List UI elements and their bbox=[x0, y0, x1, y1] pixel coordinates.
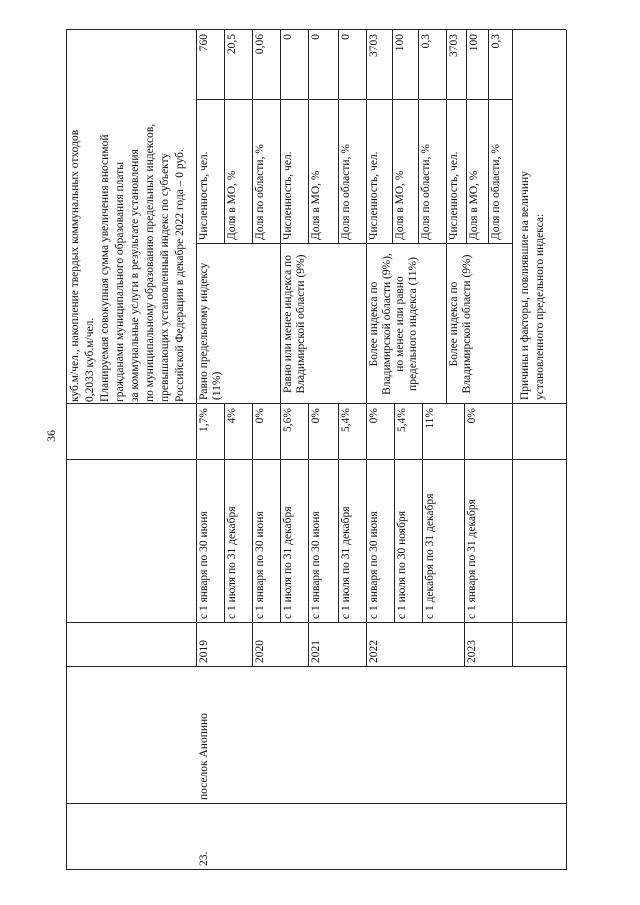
row-line bbox=[512, 30, 513, 667]
period-label: с 1 июля по 31 декабря bbox=[340, 506, 352, 619]
text-line: за коммунальные услуги в результате установления bbox=[129, 149, 141, 402]
metric-name: Численность, чел. bbox=[198, 151, 210, 240]
year-cell: 2021 bbox=[310, 640, 322, 663]
metric-value: 760 bbox=[198, 34, 210, 52]
text-line: куб.м/чел., накопление твердых коммунальных отходов bbox=[69, 129, 81, 402]
period-label: с 1 июля по 31 декабря bbox=[226, 506, 238, 619]
year-cell: 2019 bbox=[198, 640, 210, 663]
metric-name: Доля в МО, % bbox=[394, 170, 406, 240]
metric-value: 0,06 bbox=[254, 34, 266, 55]
period-pct: 5,4% bbox=[340, 408, 352, 432]
table-top-border bbox=[66, 30, 67, 870]
page-number: 36 bbox=[44, 430, 58, 442]
text-line: превышающих установленный индекс по субъекту bbox=[159, 152, 171, 402]
metric-name: Доля по области, % bbox=[340, 144, 352, 240]
period-pct: 0% bbox=[254, 408, 266, 424]
period-pct: 0% bbox=[466, 408, 478, 424]
period-pct: 1,7% bbox=[198, 408, 210, 432]
metric-value: 0 bbox=[340, 34, 352, 40]
period-pct: 4% bbox=[226, 408, 238, 424]
period-pct: 11% bbox=[424, 408, 436, 429]
metric-value: 100 bbox=[394, 34, 406, 52]
group-label: Равно или менее индекса по Владимирской области (9%) bbox=[282, 254, 307, 394]
metric-name: Доля в МО, % bbox=[310, 170, 322, 240]
period-pct: 0% bbox=[310, 408, 322, 424]
text-line: Причины и факторы, повлиявшие на величину bbox=[519, 171, 531, 400]
text-line: Планируемая совокупная сумма увеличения вносимой bbox=[99, 134, 111, 402]
row-index: 23. bbox=[198, 851, 210, 866]
text-line: Российской Федерации в декабре 2022 года – 0 руб. bbox=[174, 149, 186, 402]
metric-name: Численность, чел. bbox=[282, 151, 294, 240]
metric-name: Численность, чел. bbox=[368, 151, 380, 240]
metric-name: Доля по области, % bbox=[254, 144, 266, 240]
period-label: с 1 января по 30 июня bbox=[198, 511, 210, 619]
period-pct: 5,4% bbox=[396, 408, 408, 432]
year-cell: 2022 bbox=[368, 640, 380, 663]
metric-name: Доля в МО, % bbox=[468, 170, 480, 240]
period-label: с 1 июля по 30 ноября bbox=[396, 511, 408, 619]
table-bottom-border bbox=[566, 30, 567, 870]
metric-name: Доля по области, % bbox=[490, 144, 502, 240]
metric-value: 0,3 bbox=[490, 34, 502, 49]
metric-value: 100 bbox=[468, 34, 480, 52]
col-line bbox=[66, 803, 566, 804]
period-label: с 1 января по 31 декабря bbox=[466, 499, 478, 619]
metric-value: 3703 bbox=[448, 34, 460, 57]
top-text-block bbox=[68, 30, 192, 404]
metric-value: 0,3 bbox=[420, 34, 432, 49]
bottom-text-block bbox=[516, 30, 562, 404]
year-cell: 2020 bbox=[254, 640, 266, 663]
period-label: с 1 декабря по 31 декабря bbox=[424, 493, 436, 619]
text-line: 0,2033 куб.м/чел. bbox=[84, 317, 96, 402]
period-pct: 0% bbox=[368, 408, 380, 424]
group-label: Равно предельному индексу (11%) bbox=[198, 262, 223, 400]
year-cell: 2023 bbox=[466, 640, 478, 663]
text-line: гражданами муниципального образования платы bbox=[114, 162, 126, 402]
period-label: с 1 января по 30 июня bbox=[368, 511, 380, 619]
metric-value: 0 bbox=[310, 34, 322, 40]
period-pct: 5,6% bbox=[282, 408, 294, 432]
text-line: установленного предельного индекса: bbox=[534, 213, 546, 400]
period-label: с 1 января по 30 июня bbox=[310, 511, 322, 619]
settlement-name: поселок Анопино bbox=[198, 713, 210, 800]
table-sheet bbox=[66, 30, 566, 870]
text-line: по муниципальному образованию предельных индексов, bbox=[144, 123, 156, 402]
col-line bbox=[66, 869, 566, 870]
metric-name: Численность, чел. bbox=[448, 151, 460, 240]
metric-value: 3703 bbox=[368, 34, 380, 57]
metric-name: Доля в МО, % bbox=[226, 170, 238, 240]
metric-name: Доля по области, % bbox=[420, 144, 432, 240]
metric-value: 0 bbox=[282, 34, 294, 40]
group-label: Более индекса по Владимирской области (9%), но менее или равно предельного индекса (11%) bbox=[368, 253, 419, 395]
period-label: с 1 января по 30 июня bbox=[254, 511, 266, 619]
period-label: с 1 июля по 31 декабря bbox=[282, 506, 294, 619]
group-label: Более индекса по Владимирской области (9%) bbox=[448, 254, 473, 394]
metric-value: 20,5 bbox=[226, 34, 238, 55]
